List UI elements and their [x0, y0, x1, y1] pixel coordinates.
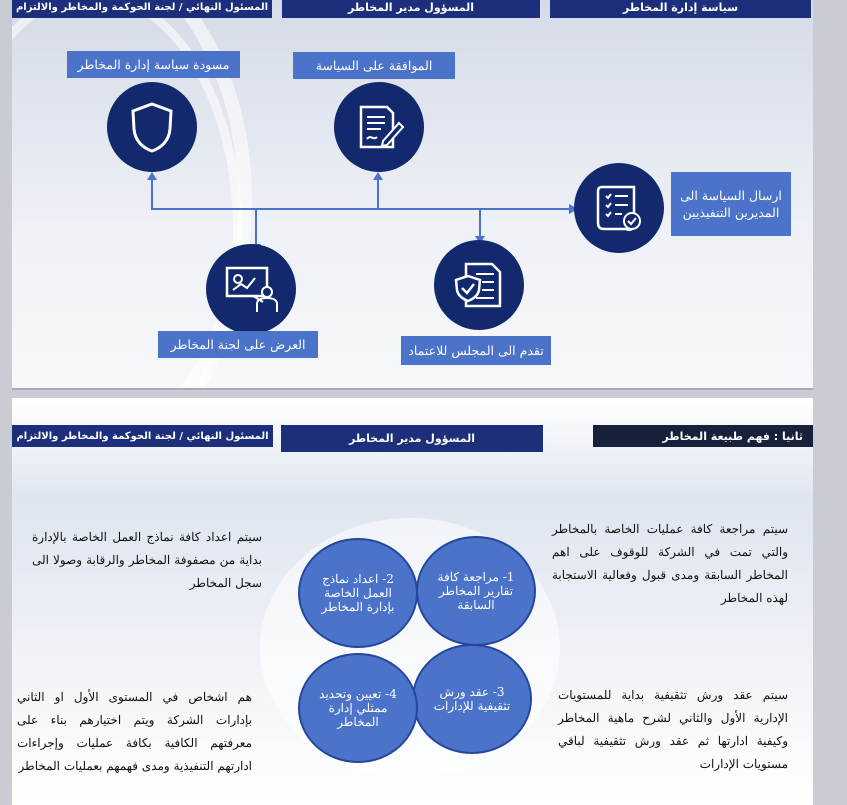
step-bubble-3: 3- عقد ورش تثقيفية للإدارات [412, 644, 532, 754]
step-label-committee: العرض على لجنة المخاطر [158, 331, 318, 358]
header-final-responsible: المسئول النهائي / لجنة الحوكمة والمخاطر والالتزام [12, 0, 272, 18]
step-circle-send [574, 163, 664, 253]
step-bubble-2: 2- اعداد نماذج العمل الخاصة بإدارة المخاطر [298, 538, 418, 648]
text-representatives: هم اشخاص في المستوى الأول او الثاني بإدارات الشركة ويتم اختيارهم بناء على معرفتهم الكافية بكافة عمليات وإجراءات ادارتهم التنفيذية ومدى فهمهم بعمليات المخاطر [17, 690, 252, 773]
presentation-icon [223, 264, 279, 314]
shield-document-icon [452, 258, 506, 312]
header-final-responsible: المسئول النهائي / لجنة الحوكمة والمخاطر والالتزام [12, 425, 273, 447]
slide-policy [12, 0, 813, 390]
shield-icon [129, 101, 175, 153]
checklist-scroll-icon [592, 181, 646, 235]
step-circle-committee [206, 244, 296, 334]
header-section-title: ثانيا : فهم طبيعة المخاطر [593, 425, 813, 447]
document-pen-icon [353, 101, 405, 153]
text-review-reports: سيتم مراجعة كافة عمليات الخاصة بالمخاطر والتي تمت في الشركة للوقوف على اهم المخاطر السابقة ومدى قبول وفعالية الاستجابة لهذه المخاطر [552, 522, 788, 605]
step-bubble-4: 4- تعيين وتحديد ممثلي إدارة المخاطر [298, 653, 418, 763]
step-label-draft: مسودة سياسة إدارة المخاطر [67, 51, 240, 78]
text-prepare-forms: سيتم اعداد كافة نماذج العمل الخاصة بالإدارة بداية من مصفوفة المخاطر والرقابة وصولا الى سجل المخاطر [32, 530, 262, 590]
step-bubble-1: 1- مراجعة كافة تقارير المخاطر السابقة [416, 536, 536, 646]
step-circle-draft [107, 82, 197, 172]
step-circle-approval [334, 82, 424, 172]
header-policy-title: سياسة إدارة المخاطر [550, 0, 811, 18]
text-workshops: سيتم عقد ورش تثقيفية بداية للمستويات الإدارية الأول والثاني لشرح ماهية المخاطر وكيفية ادارتها ثم عقد ورش تثقيفية لباقي مستويات الإدارات [558, 688, 788, 771]
step-label-send: ارسال السياسة الى المديرين التنفيذيين [671, 172, 791, 236]
header-responsible: المسؤول مدير المخاطر [282, 0, 540, 18]
step-circle-board [434, 240, 524, 330]
step-label-board: تقدم الى المجلس للاعتماد [401, 336, 551, 365]
header-responsible: المسؤول مدير المخاطر [281, 425, 543, 452]
step-label-approval: الموافقة على السياسة [293, 52, 455, 79]
slide-understand-risks [12, 398, 813, 805]
